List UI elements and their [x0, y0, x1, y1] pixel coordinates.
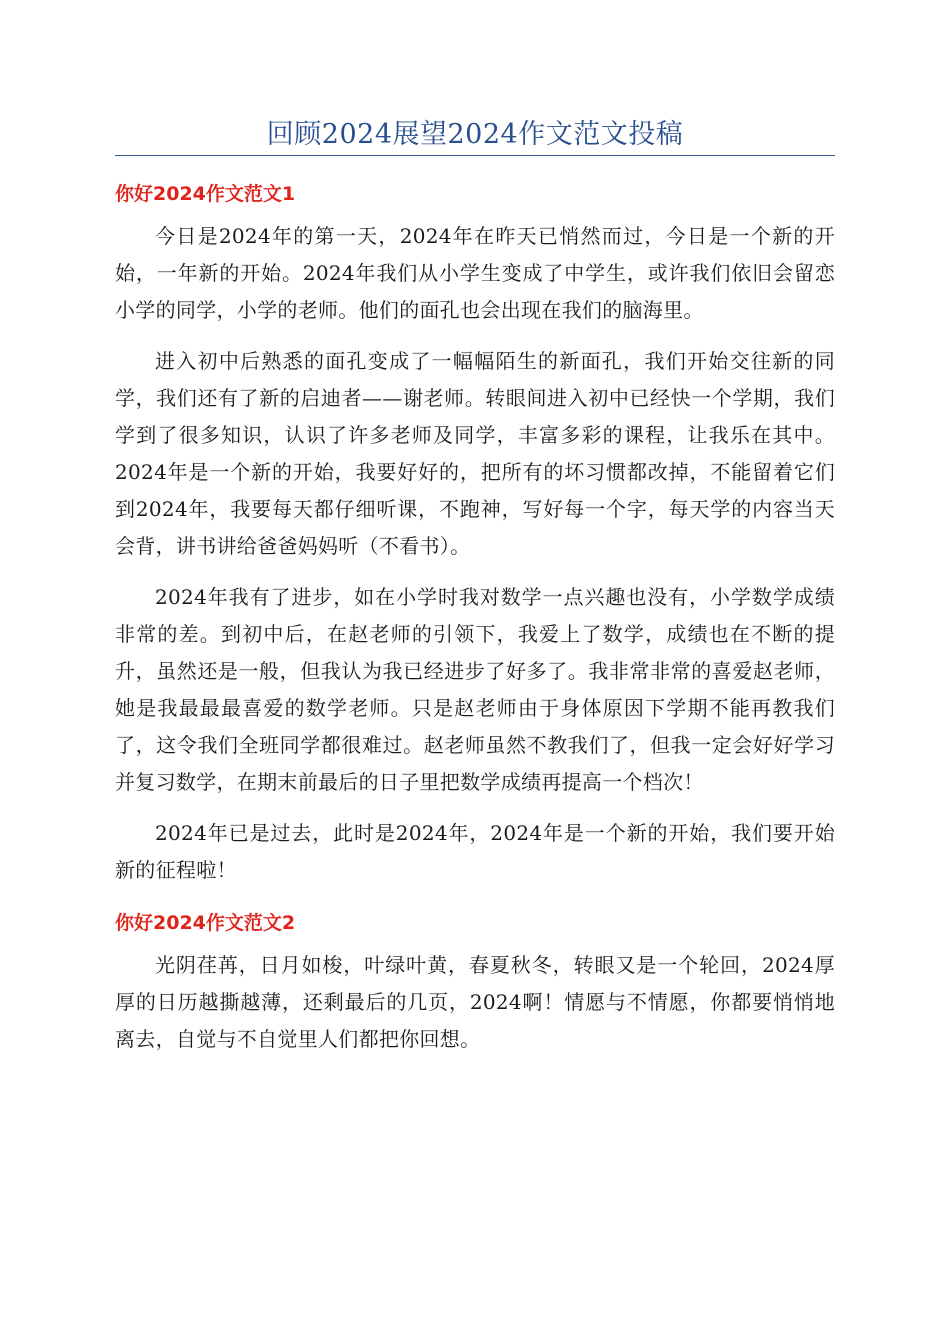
document-page	[115, 0, 835, 1058]
paragraph: 进入初中后熟悉的面孔变成了一幅幅陌生的新面孔，我们开始交往新的同学，我们还有了新的启迪者——谢老师。转眼间进入初中已经快一个学期，我们学到了很多知识，认识了许多老师及同学，丰富多彩的课程，让我乐在其中。2024年是一个新的开始，我要好好的，把所有的坏习惯都改掉，不能留着它们到2024年，我要每天都仔细听课，不跑神，写好每一个字，每天学的内容当天会背，讲书讲给爸爸妈妈听（不看书）。	[115, 349, 835, 558]
paragraph: 2024年已是过去，此时是2024年，2024年是一个新的开始，我们要开始新的征程啦！	[115, 821, 835, 882]
essay-section-2	[115, 909, 835, 1058]
paragraph: 2024年我有了进步，如在小学时我对数学一点兴趣也没有，小学数学成绩非常的差。到初中后，在赵老师的引领下，我爱上了数学，成绩也在不断的提升，虽然还是一般，但我认为我已经进步了好多了。我非常非常的喜爱赵老师，她是我最最最喜爱的数学老师。只是赵老师由于身体原因下学期不能再教我们了，这令我们全班同学都很难过。赵老师虽然不教我们了，但我一定会好好学习并复习数学，在期末前最后的日子里把数学成绩再提高一个档次！	[115, 585, 835, 794]
paragraph: 光阴荏苒，日月如梭，叶绿叶黄，春夏秋冬，转眼又是一个轮回，2024厚厚的日历越撕越薄，还剩最后的几页，2024啊！情愿与不情愿，你都要悄悄地离去，自觉与不自觉里人们都把你回想。	[115, 953, 835, 1051]
title-underline	[115, 155, 835, 156]
essay-section-1	[115, 180, 835, 889]
paragraph: 今日是2024年的第一天，2024年在昨天已悄然而过，今日是一个新的开始，一年新的开始。2024年我们从小学生变成了中学生，或许我们依旧会留恋小学的同学，小学的老师。他们的面孔也会出现在我们的脑海里。	[115, 224, 835, 322]
section-heading: 你好2024作文范文1	[115, 183, 296, 205]
section-heading: 你好2024作文范文2	[115, 912, 296, 934]
document-title: 回顾2024展望2024作文范文投稿	[266, 119, 684, 150]
